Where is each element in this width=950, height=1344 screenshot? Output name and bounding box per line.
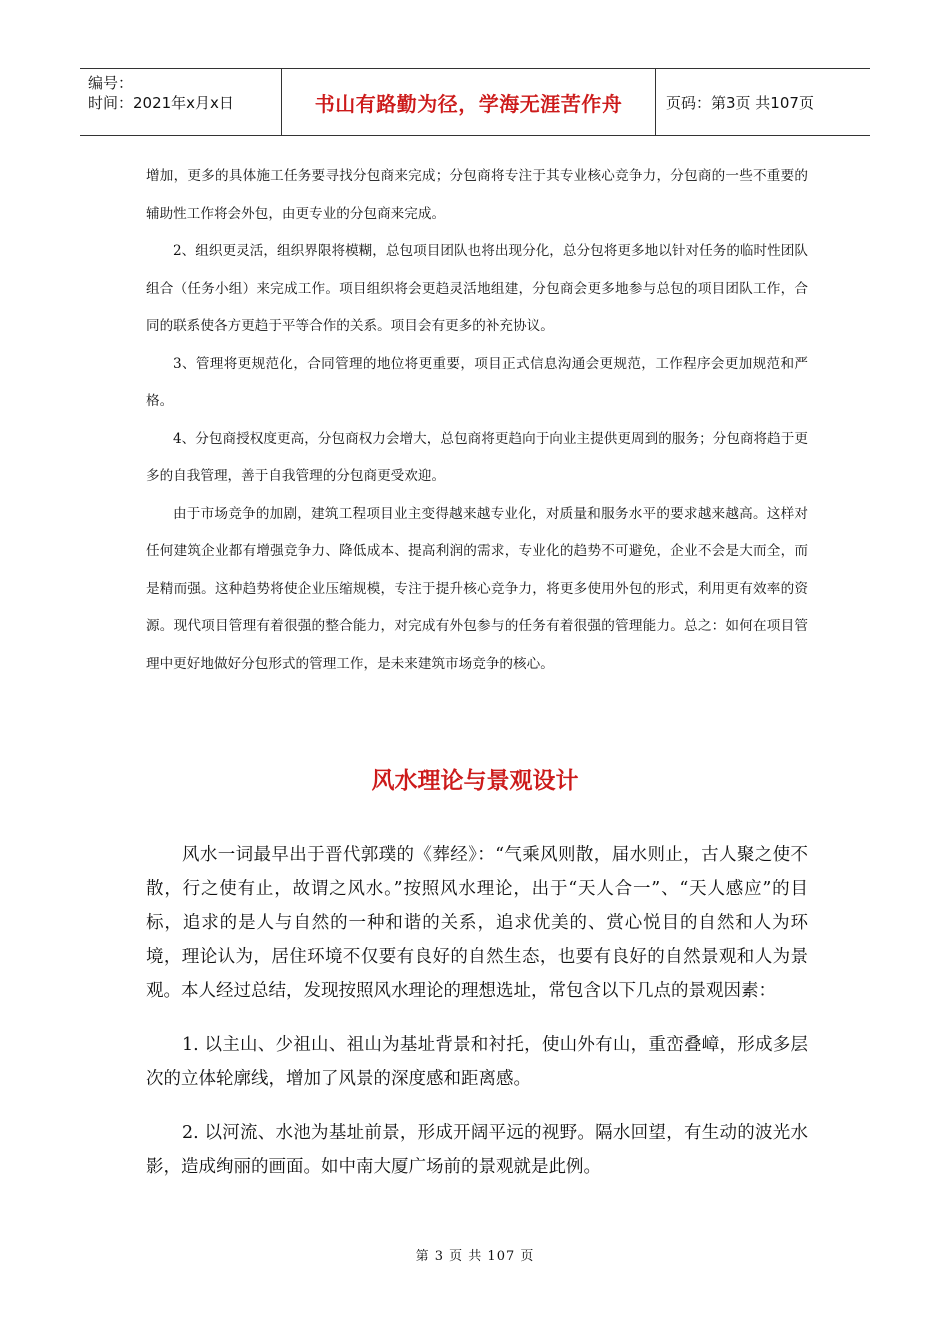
intro-text <box>146 158 808 683</box>
section-body <box>146 838 808 1204</box>
page-footer: 第 3 页 共 107 页 <box>415 1249 535 1264</box>
page-header <box>80 68 870 136</box>
section-paragraph-2: 1. 以主山、少祖山、祖山为基址背景和衬托，使山外有山，重峦叠嶂，形成多层次的立体轮廓线，增加了风景的深度感和距离感。 <box>146 1035 808 1089</box>
intro-paragraph-3: 3、管理将更规范化，合同管理的地位将更重要，项目正式信息沟通会更规范，工作程序会更加规范和严格。 <box>146 355 808 409</box>
intro-paragraph-4: 4、分包商授权度更高，分包商权力会增大，总包商将更趋向于向业主提供更周到的服务；分包商将趋于更多的自我管理，善于自我管理的分包商更受欢迎。 <box>146 430 808 484</box>
section-title: 风水理论与景观设计 <box>371 768 579 794</box>
section-paragraph-3: 2. 以河流、水池为基址前景，形成开阔平远的视野。隔水回望，有生动的波光水影，造成绚丽的画面。如中南大厦广场前的景观就是此例。 <box>146 1123 808 1177</box>
header-left-cell <box>80 69 282 135</box>
intro-paragraph-2: 2、组织更灵活，组织界限将模糊，总包项目团队也将出现分化，总分包将更多地以针对任务的临时性团队组合（任务小组）来完成工作。项目组织将会更趋灵活地组建，分包商会更多地参与总包的项目团队工作，合同的联系使各方更趋于平等合作的关系。项目会有更多的补充协议。 <box>146 243 808 334</box>
header-motto: 书山有路勤为径，学海无涯苦作舟 <box>282 69 656 135</box>
intro-paragraph-5: 由于市场竞争的加剧，建筑工程项目业主变得越来越专业化，对质量和服务水平的要求越来越高。这样对任何建筑企业都有增强竞争力、降低成本、提高利润的需求，专业化的趋势不可避免，企业不会是大而全，而是精而强。这种趋势将使企业压缩规模，专注于提升核心竞争力，将更多使用外包的形式，利用更有效率的资源。现代项目管理有着很强的整合能力，对完成有外包参与的任务有着很强的管理能力。总之：如何在项目管理中更好地做好分包形式的管理工作，是未来建筑市场竞争的核心。 <box>146 505 808 672</box>
header-page-info: 页码：第3页 共107页 <box>666 93 814 112</box>
serial-label: 编号： <box>88 74 134 92</box>
section-paragraph-1: 风水一词最早出于晋代郭璞的《葬经》：“气乘风则散，届水则止，古人聚之使不散，行之使有止，故谓之风水。”按照风水理论，出于“天人合一”、“天人感应”的目标，追求的是人与自然的一种和谐的关系，追求优美的、赏心悦目的自然和人为环境，理论认为，居住环境不仅要有良好的自然生态，也要有良好的自然景观和人为景观。本人经过总结，发现按照风水理论的理想选址，常包含以下几点的景观因素： <box>146 845 808 1001</box>
intro-paragraph-1: 增加，更多的具体施工任务要寻找分包商来完成；分包商将专注于其专业核心竞争力，分包商的一些不重要的辅助性工作将会外包，由更专业的分包商来完成。 <box>146 168 808 222</box>
date-line: 时间：2021年x月x日 <box>88 94 234 112</box>
